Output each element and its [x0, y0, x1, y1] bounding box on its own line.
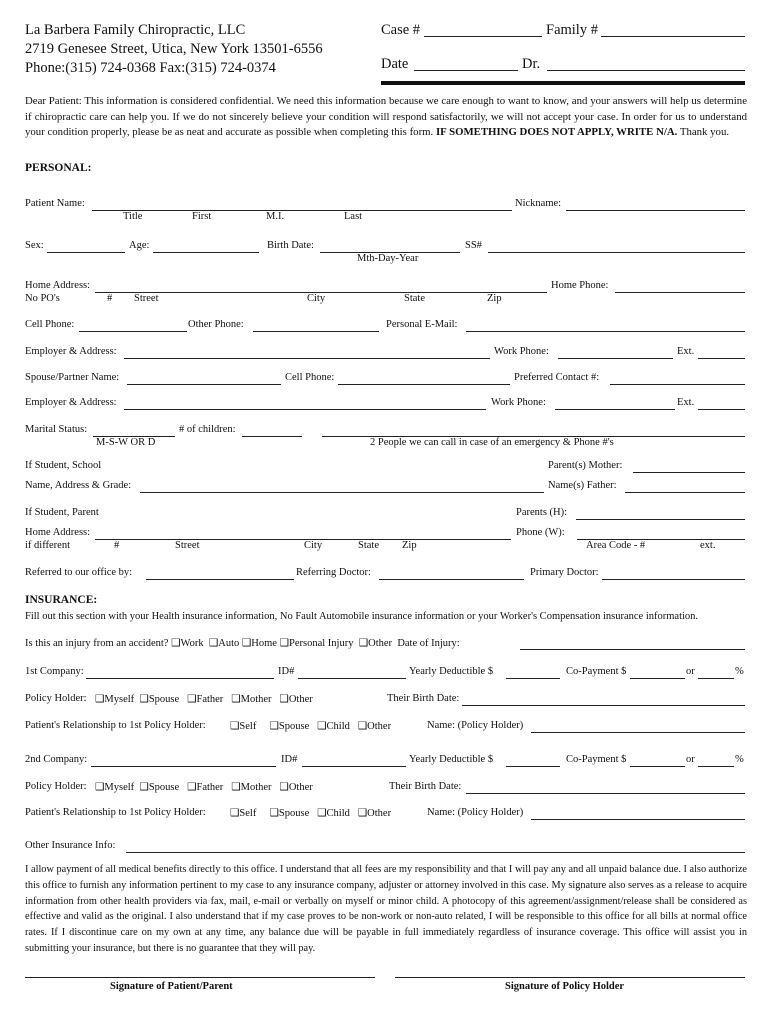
checkbox-icon: ❑ — [231, 694, 241, 705]
spouse-checkbox[interactable]: ❑Spouse — [139, 694, 180, 705]
rel-spouse-2-checkbox[interactable]: ❑Spouse — [269, 808, 310, 819]
practice-name: La Barbera Family Chiropractic, LLC — [25, 22, 246, 38]
name-grade-label: Name, Address & Grade: — [25, 480, 132, 491]
if-different-note: if different — [25, 540, 70, 551]
spouse-name-field[interactable] — [127, 384, 281, 385]
preferred-contact-field[interactable] — [610, 384, 745, 385]
work-phone-field[interactable] — [558, 358, 673, 359]
their-birth-2-field[interactable] — [466, 793, 745, 794]
first-or: or — [686, 666, 695, 677]
self-checkbox[interactable]: ❑Self — [230, 721, 257, 732]
first-copay-field[interactable] — [630, 678, 685, 679]
injury-question: Is this an injury from an accident? ❑Work ❑Auto ❑Home ❑Personal Injury ❑Other Date of Injury: — [25, 638, 460, 649]
home-phone-field[interactable] — [615, 292, 745, 293]
parents-h-label: Parents (H): — [516, 507, 568, 518]
insurance-instructions: Fill out this section with your Health insurance information, No Fault Automobile insurance information or your Worker's Compensation insurance information. — [25, 611, 699, 622]
nickname-field[interactable] — [566, 210, 745, 211]
spouse-employer-label: Employer & Address: — [25, 397, 117, 408]
name-sub-title: Title — [123, 211, 143, 222]
addr-sub-street: Street — [134, 293, 159, 304]
checkbox-icon: ❑ — [317, 721, 327, 732]
spouse-cell-label: Cell Phone: — [285, 372, 335, 383]
paddr-sub-zip: Zip — [402, 540, 417, 551]
marital-options-note: M-S-W OR D — [96, 437, 156, 448]
their-birth-2-label: Their Birth Date: — [389, 781, 462, 792]
referred-by-field[interactable] — [146, 579, 294, 580]
work-checkbox[interactable]: ❑Work — [171, 638, 204, 649]
name-father-field[interactable] — [625, 492, 745, 493]
first-copay-pct-field[interactable] — [698, 678, 734, 679]
patient-name-field[interactable] — [92, 210, 512, 211]
relationship-1-label: Patient's Relationship to 1st Policy Holder: — [25, 720, 206, 731]
sex-label: Sex: — [25, 240, 44, 251]
date-label: Date — [381, 56, 409, 72]
parent-mother-label: Parent(s) Mother: — [548, 460, 623, 471]
name-sub-last: Last — [344, 211, 363, 222]
second-copay-field[interactable] — [630, 766, 685, 767]
home-checkbox[interactable]: ❑Home — [241, 638, 277, 649]
first-copay-label: Co-Payment $ — [566, 666, 627, 677]
primary-doctor-field[interactable] — [602, 579, 745, 580]
policy-holder-2-label: Policy Holder: — [25, 781, 87, 792]
intro-thanks: Thank you. — [677, 126, 730, 139]
name-sub-first: First — [192, 211, 212, 222]
mother-2-checkbox[interactable]: ❑Mother — [231, 782, 272, 793]
second-company-field[interactable] — [91, 766, 276, 767]
checkbox-icon: ❑ — [187, 782, 197, 793]
checkbox-icon: ❑ — [139, 782, 149, 793]
insurance-heading: INSURANCE: — [25, 594, 98, 606]
cell-phone-label: Cell Phone: — [25, 319, 75, 330]
student-school-label: If Student, School — [25, 460, 102, 471]
paddr-sub-city: City — [304, 540, 323, 551]
first-deductible-label: Yearly Deductible $ — [409, 666, 494, 677]
ext-label: Ext. — [677, 346, 695, 357]
spouse-name-label: Spouse/Partner Name: — [25, 372, 120, 383]
checkbox-icon: ❑ — [230, 721, 240, 732]
paddr-sub-street: Street — [175, 540, 200, 551]
date-of-injury-field[interactable] — [520, 649, 745, 650]
father-checkbox[interactable]: ❑Father — [187, 694, 224, 705]
name-policy-holder-1-label: Name: (Policy Holder) — [427, 720, 524, 731]
header-rule — [381, 81, 745, 85]
birth-date-format: Mth-Day-Year — [357, 253, 419, 264]
policy-holder-1-label: Policy Holder: — [25, 693, 87, 704]
patient-signature-field[interactable] — [25, 977, 375, 978]
checkbox-icon: ❑ — [279, 694, 289, 705]
their-birth-1-label: Their Birth Date: — [387, 693, 460, 704]
relationship-2-label: Patient's Relationship to 1st Policy Holder: — [25, 807, 206, 818]
no-pos-note: No PO's — [25, 293, 60, 304]
name-grade-field[interactable] — [140, 492, 544, 493]
ss-label: SS# — [465, 240, 482, 251]
emergency-note: 2 People we can call in case of an emergency & Phone #'s — [370, 437, 614, 448]
other-insurance-label: Other Insurance Info: — [25, 840, 116, 851]
second-copay-label: Co-Payment $ — [566, 754, 627, 765]
spouse-cell-field[interactable] — [338, 384, 510, 385]
ss-field[interactable] — [488, 252, 745, 253]
checkbox-icon: ❑ — [279, 782, 289, 793]
relationship-2-options — [230, 807, 391, 819]
spouse-ext-field[interactable] — [698, 409, 745, 410]
referring-doctor-label: Referring Doctor: — [296, 567, 371, 578]
checkbox-icon: ❑ — [95, 782, 105, 793]
primary-doctor-label: Primary Doctor: — [530, 567, 599, 578]
case-label: Case # — [381, 22, 421, 38]
marital-status-label: Marital Status: — [25, 424, 88, 435]
second-or: or — [686, 754, 695, 765]
children-field[interactable] — [242, 436, 302, 437]
parent-mother-field[interactable] — [633, 472, 745, 473]
personal-heading: PERSONAL: — [25, 162, 92, 174]
checkbox-icon: ❑ — [230, 808, 240, 819]
dr-label: Dr. — [522, 56, 541, 72]
self-2-checkbox[interactable]: ❑Self — [230, 808, 257, 819]
checkbox-icon: ❑ — [95, 694, 105, 705]
patient-name-label: Patient Name: — [25, 198, 85, 209]
father-2-checkbox[interactable]: ❑Father — [187, 782, 224, 793]
practice-address: 2719 Genesee Street, Utica, New York 13501-6556 — [25, 41, 323, 57]
patient-signature-label: Signature of Patient/Parent — [110, 981, 233, 992]
nickname-label: Nickname: — [515, 198, 562, 209]
first-id-label: ID# — [278, 666, 295, 677]
other-holder-2-checkbox[interactable]: ❑Other — [279, 782, 313, 793]
checkbox-icon: ❑ — [269, 721, 279, 732]
myself-2-checkbox[interactable]: ❑Myself — [95, 782, 135, 793]
name-policy-holder-2-label: Name: (Policy Holder) — [427, 807, 524, 818]
addr-sub-hash: # — [107, 293, 113, 304]
employer-address-label: Employer & Address: — [25, 346, 117, 357]
date-field[interactable] — [414, 70, 518, 71]
family-label: Family # — [546, 22, 598, 38]
intro-bold-line: IF SOMETHING DOES NOT APPLY, WRITE N/A. — [435, 126, 678, 139]
birth-date-label: Birth Date: — [267, 240, 314, 251]
first-company-field[interactable] — [86, 678, 274, 679]
checkbox-icon: ❑ — [279, 638, 290, 649]
checkbox-icon: ❑ — [317, 808, 327, 819]
area-code-note: Area Code - # — [586, 540, 646, 551]
ext-note: ext. — [700, 540, 716, 551]
rel-spouse-checkbox[interactable]: ❑Spouse — [269, 721, 310, 732]
paddr-sub-hash: # — [114, 540, 120, 551]
parent-home-address-field[interactable] — [95, 539, 511, 540]
name-policy-holder-1-field[interactable] — [531, 732, 745, 733]
referred-by-label: Referred to our office by: — [25, 567, 133, 578]
age-label: Age: — [129, 240, 150, 251]
parent-home-address-label: Home Address: — [25, 527, 91, 538]
case-field[interactable] — [424, 36, 542, 37]
home-phone-label: Home Phone: — [551, 280, 609, 291]
myself-checkbox[interactable]: ❑Myself — [95, 694, 135, 705]
spouse-work-phone-field[interactable] — [555, 409, 675, 410]
rel-other-checkbox[interactable]: ❑Other — [357, 721, 392, 732]
first-id-field[interactable] — [298, 678, 406, 679]
preferred-contact-label: Preferred Contact #: — [514, 372, 600, 383]
second-copay-pct-field[interactable] — [698, 766, 734, 767]
first-deductible-field[interactable] — [506, 678, 560, 679]
second-deductible-label: Yearly Deductible $ — [409, 754, 494, 765]
policy-holder-signature-field[interactable] — [395, 977, 745, 978]
second-deductible-field[interactable] — [506, 766, 560, 767]
checkbox-icon: ❑ — [187, 694, 197, 705]
name-father-label: Name(s) Father: — [548, 480, 617, 491]
name-sub-mi: M.I. — [266, 211, 285, 222]
relationship-1-options — [230, 720, 391, 732]
mother-checkbox[interactable]: ❑Mother — [231, 694, 272, 705]
second-company-label: 2nd Company: — [25, 754, 88, 765]
sex-field[interactable] — [47, 252, 125, 253]
policy-holder-signature-label: Signature of Policy Holder — [505, 981, 625, 992]
home-address-label: Home Address: — [25, 280, 91, 291]
checkbox-icon: ❑ — [269, 808, 279, 819]
their-birth-1-field[interactable] — [462, 705, 745, 706]
dr-field[interactable] — [547, 70, 745, 71]
second-pct: % — [735, 754, 744, 765]
name-policy-holder-2-field[interactable] — [531, 819, 745, 820]
first-company-label: 1st Company: — [25, 666, 84, 677]
other-insurance-field[interactable] — [126, 852, 745, 853]
family-field[interactable] — [601, 36, 745, 37]
addr-sub-state: State — [404, 293, 425, 304]
children-label: # of children: — [179, 424, 236, 435]
policy-holder-2-options — [95, 781, 313, 793]
other-phone-field[interactable] — [253, 331, 379, 332]
spouse-ext-label: Ext. — [677, 397, 695, 408]
rel-other-2-checkbox[interactable]: ❑Other — [357, 808, 392, 819]
other-phone-label: Other Phone: — [188, 319, 244, 330]
personal-injury-checkbox[interactable]: ❑Personal Injury — [279, 638, 354, 649]
age-field[interactable] — [153, 252, 259, 253]
employer-address-field[interactable] — [124, 358, 490, 359]
checkbox-icon: ❑ — [208, 638, 219, 649]
other-holder-checkbox[interactable]: ❑Other — [279, 694, 313, 705]
checkbox-icon: ❑ — [358, 638, 369, 649]
spouse-2-checkbox[interactable]: ❑Spouse — [139, 782, 180, 793]
second-id-label: ID# — [281, 754, 298, 765]
email-label: Personal E-Mail: — [386, 319, 458, 330]
first-pct: % — [735, 666, 744, 677]
policy-holder-1-options — [95, 693, 313, 705]
date-of-injury-label: Date of Injury: — [397, 638, 460, 649]
referring-doctor-field[interactable] — [379, 579, 524, 580]
addr-sub-city: City — [307, 293, 326, 304]
email-field[interactable] — [466, 331, 745, 332]
practice-phone-fax: Phone:(315) 724-0368 Fax:(315) 724-0374 — [25, 60, 276, 76]
child-checkbox[interactable]: ❑Child — [317, 721, 350, 732]
other-injury-checkbox[interactable]: ❑Other — [358, 638, 393, 649]
second-id-field[interactable] — [302, 766, 406, 767]
student-parent-label: If Student, Parent — [25, 507, 99, 518]
checkbox-icon: ❑ — [357, 721, 368, 732]
checkbox-icon: ❑ — [231, 782, 241, 793]
spouse-employer-field[interactable] — [124, 409, 486, 410]
checkbox-icon: ❑ — [241, 638, 252, 649]
checkbox-icon: ❑ — [171, 638, 181, 649]
cell-phone-field[interactable] — [79, 331, 187, 332]
child-2-checkbox[interactable]: ❑Child — [317, 808, 350, 819]
spouse-work-phone-label: Work Phone: — [491, 397, 546, 408]
checkbox-icon: ❑ — [357, 808, 368, 819]
paddr-sub-state: State — [358, 540, 379, 551]
auto-checkbox[interactable]: ❑Auto — [208, 638, 240, 649]
intro-paragraph: Dear Patient: This information is considered confidential. We need this information because we care enough to want to know, and your answers will help us determine if chiropractic care can help you. If we do not sincerely believe your condition will respond satisfactorily, we will not accept your case. In order for us to understand your condition properly, please be as neat and accurate as possible when completing this form. IF SOMETHING DOES NOT APPLY, WRITE N/A. Thank you. — [25, 95, 747, 139]
work-phone-label: Work Phone: — [494, 346, 549, 357]
checkbox-icon: ❑ — [139, 694, 149, 705]
addr-sub-zip: Zip — [487, 293, 502, 304]
parents-h-field[interactable] — [576, 519, 745, 520]
authorization-paragraph: I allow payment of all medical benefits directly to this office. I understand that all fees are my responsibility and that I will pay any and all unpaid balance due. I also authorize this office to furnish any information pertinent to my case to any insurance company, adjuster or attorney involved in this case. My signature also serves as a release to acquire information from other health providers via fax, mail, e-mail or verbally on myself or minor child. A photocopy of this agreement/assignment/release shall be considered as effective and valid as the original. I also understand that if my case proves to be non-work or non-auto related, I will be responsible to this office for all bills at normal office rates. If I discontinue care on my own at any time, any balance due will be payable in full immediately regardless of insurance coverage. This office will assist you in submitting your insurance, but there is no guarantee that they will pay. — [25, 864, 747, 954]
phone-w-label: Phone (W): — [516, 527, 565, 538]
ext-field[interactable] — [698, 358, 745, 359]
